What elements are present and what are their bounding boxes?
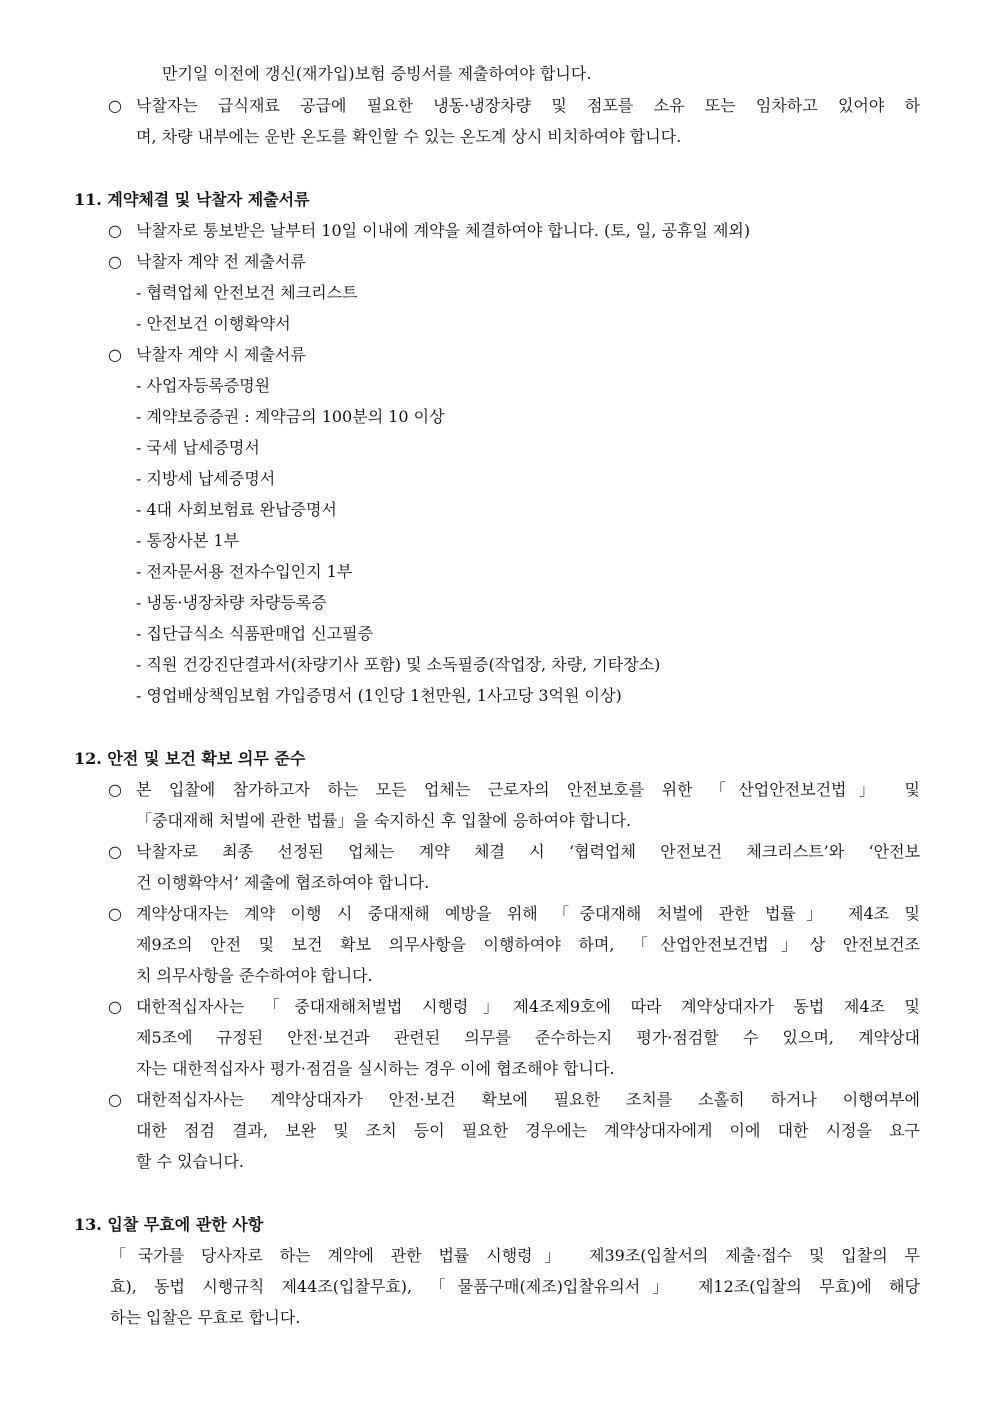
paragraph-line: 제9조의 안전 및 보건 확보 의무사항을 이행하여야 하며, 「산업안전보건법」상 안전보건조 — [136, 935, 920, 954]
circle-bullet-icon: ○ — [108, 904, 122, 923]
circle-bullet-icon: ○ — [108, 780, 122, 799]
list-item: - 냉동·냉장차량 차량등록증 — [136, 593, 327, 612]
list-item: - 통장사본 1부 — [136, 531, 240, 550]
paragraph-line: 건 이행확약서’ 제출에 협조하여야 합니다. — [136, 873, 430, 892]
circle-bullet-icon: ○ — [108, 842, 122, 861]
circle-bullet-icon: ○ — [108, 345, 122, 364]
list-item: - 영업배상책임보험 가입증명서 (1인당 1천만원, 1사고당 3억원 이상) — [136, 686, 622, 705]
paragraph-line: 제5조에 규정된 안전·보건과 관련된 의무를 준수하는지 평가·점검할 수 있으며, 계약상대 — [136, 1028, 920, 1047]
list-item: - 전자문서용 전자수입인지 1부 — [136, 562, 353, 581]
list-item: - 국세 납세증명서 — [136, 438, 260, 457]
list-item: 낙찰자로 통보받은 날부터 10일 이내에 계약을 체결하여야 합니다. (토, 일, 공휴일 제외) — [136, 221, 751, 240]
circle-bullet-icon: ○ — [108, 1090, 122, 1109]
paragraph-line: 대한적십자사는 계약상대자가 안전·보건 확보에 필요한 조치를 소홀히 하거나 이행여부에 — [136, 1090, 920, 1109]
circle-bullet-icon: ○ — [108, 221, 122, 240]
paragraph-line: 계약상대자는 계약 이행 시 중대재해 예방을 위해 「중대재해 처벌에 관한 법률」 제4조 및 — [136, 904, 920, 923]
paragraph-line: 낙찰자는 급식재료 공급에 필요한 냉동·냉장차량 및 점포를 소유 또는 임차하고 있어야 하 — [136, 96, 920, 115]
circle-bullet-icon: ○ — [108, 252, 122, 271]
paragraph-line: 며, 차량 내부에는 운반 온도를 확인할 수 있는 온도계 상시 비치하여야 합니다. — [136, 127, 682, 146]
list-item: - 집단급식소 식품판매업 신고필증 — [136, 624, 374, 643]
list-item: - 협력업체 안전보건 체크리스트 — [136, 283, 358, 302]
circle-bullet-icon: ○ — [108, 997, 122, 1016]
list-item: - 안전보건 이행확약서 — [136, 314, 291, 333]
section-heading: 11. 계약체결 및 낙찰자 제출서류 — [74, 190, 310, 209]
paragraph-line: 효), 동법 시행규칙 제44조(입찰무효), 「물품구매(제조)입찰유의서」 제12조(입찰의 무효)에 해당 — [110, 1277, 920, 1296]
paragraph-line: 「국가를 당사자로 하는 계약에 관한 법률 시행령」 제39조(입찰서의 제출·접수 및 입찰의 무 — [110, 1246, 920, 1265]
paragraph-line: 낙찰자로 최종 선정된 업체는 계약 체결 시 ‘협력업체 안전보건 체크리스트’와 ‘안전보 — [136, 842, 920, 861]
section-heading: 12. 안전 및 보건 확보 의무 준수 — [74, 749, 306, 768]
paragraph-line: 할 수 있습니다. — [136, 1152, 244, 1171]
circle-bullet-icon: ○ — [108, 96, 122, 115]
paragraph-line: 치 의무사항을 준수하여야 합니다. — [136, 966, 373, 985]
list-item: 낙찰자 계약 전 제출서류 — [136, 252, 306, 271]
paragraph-line: 하는 입찰은 무효로 합니다. — [110, 1308, 301, 1327]
list-item: - 지방세 납세증명서 — [136, 469, 276, 488]
paragraph-line: 대한적십자사는 「중대재해처벌법 시행령」제4조제9호에 따라 계약상대자가 동법 제4조 및 — [136, 997, 920, 1016]
paragraph-line: 「중대재해 처벌에 관한 법률」을 숙지하신 후 입찰에 응하여야 합니다. — [136, 811, 632, 830]
paragraph-line: 만기일 이전에 갱신(재가입)보험 증빙서를 제출하여야 합니다. — [162, 64, 592, 83]
paragraph-line: 대한 점검 결과, 보완 및 조치 등이 필요한 경우에는 계약상대자에게 이에 대한 시정을 요구 — [136, 1121, 920, 1140]
paragraph-line: 본 입찰에 참가하고자 하는 모든 업체는 근로자의 안전보호를 위한 「산업안전보건법」 및 — [136, 780, 920, 799]
list-item: - 4대 사회보험료 완납증명서 — [136, 500, 337, 519]
list-item: - 사업자등록증명원 — [136, 376, 271, 395]
paragraph-line: 자는 대한적십자사 평가·점검을 실시하는 경우 이에 협조해야 합니다. — [136, 1059, 615, 1078]
section-heading: 13. 입찰 무효에 관한 사항 — [74, 1215, 264, 1234]
list-item: - 직원 건강진단결과서(차량기사 포함) 및 소독필증(작업장, 차량, 기타장소) — [136, 655, 661, 674]
list-item: 낙찰자 계약 시 제출서류 — [136, 345, 306, 364]
list-item: - 계약보증증권 : 계약금의 100분의 10 이상 — [136, 407, 445, 426]
